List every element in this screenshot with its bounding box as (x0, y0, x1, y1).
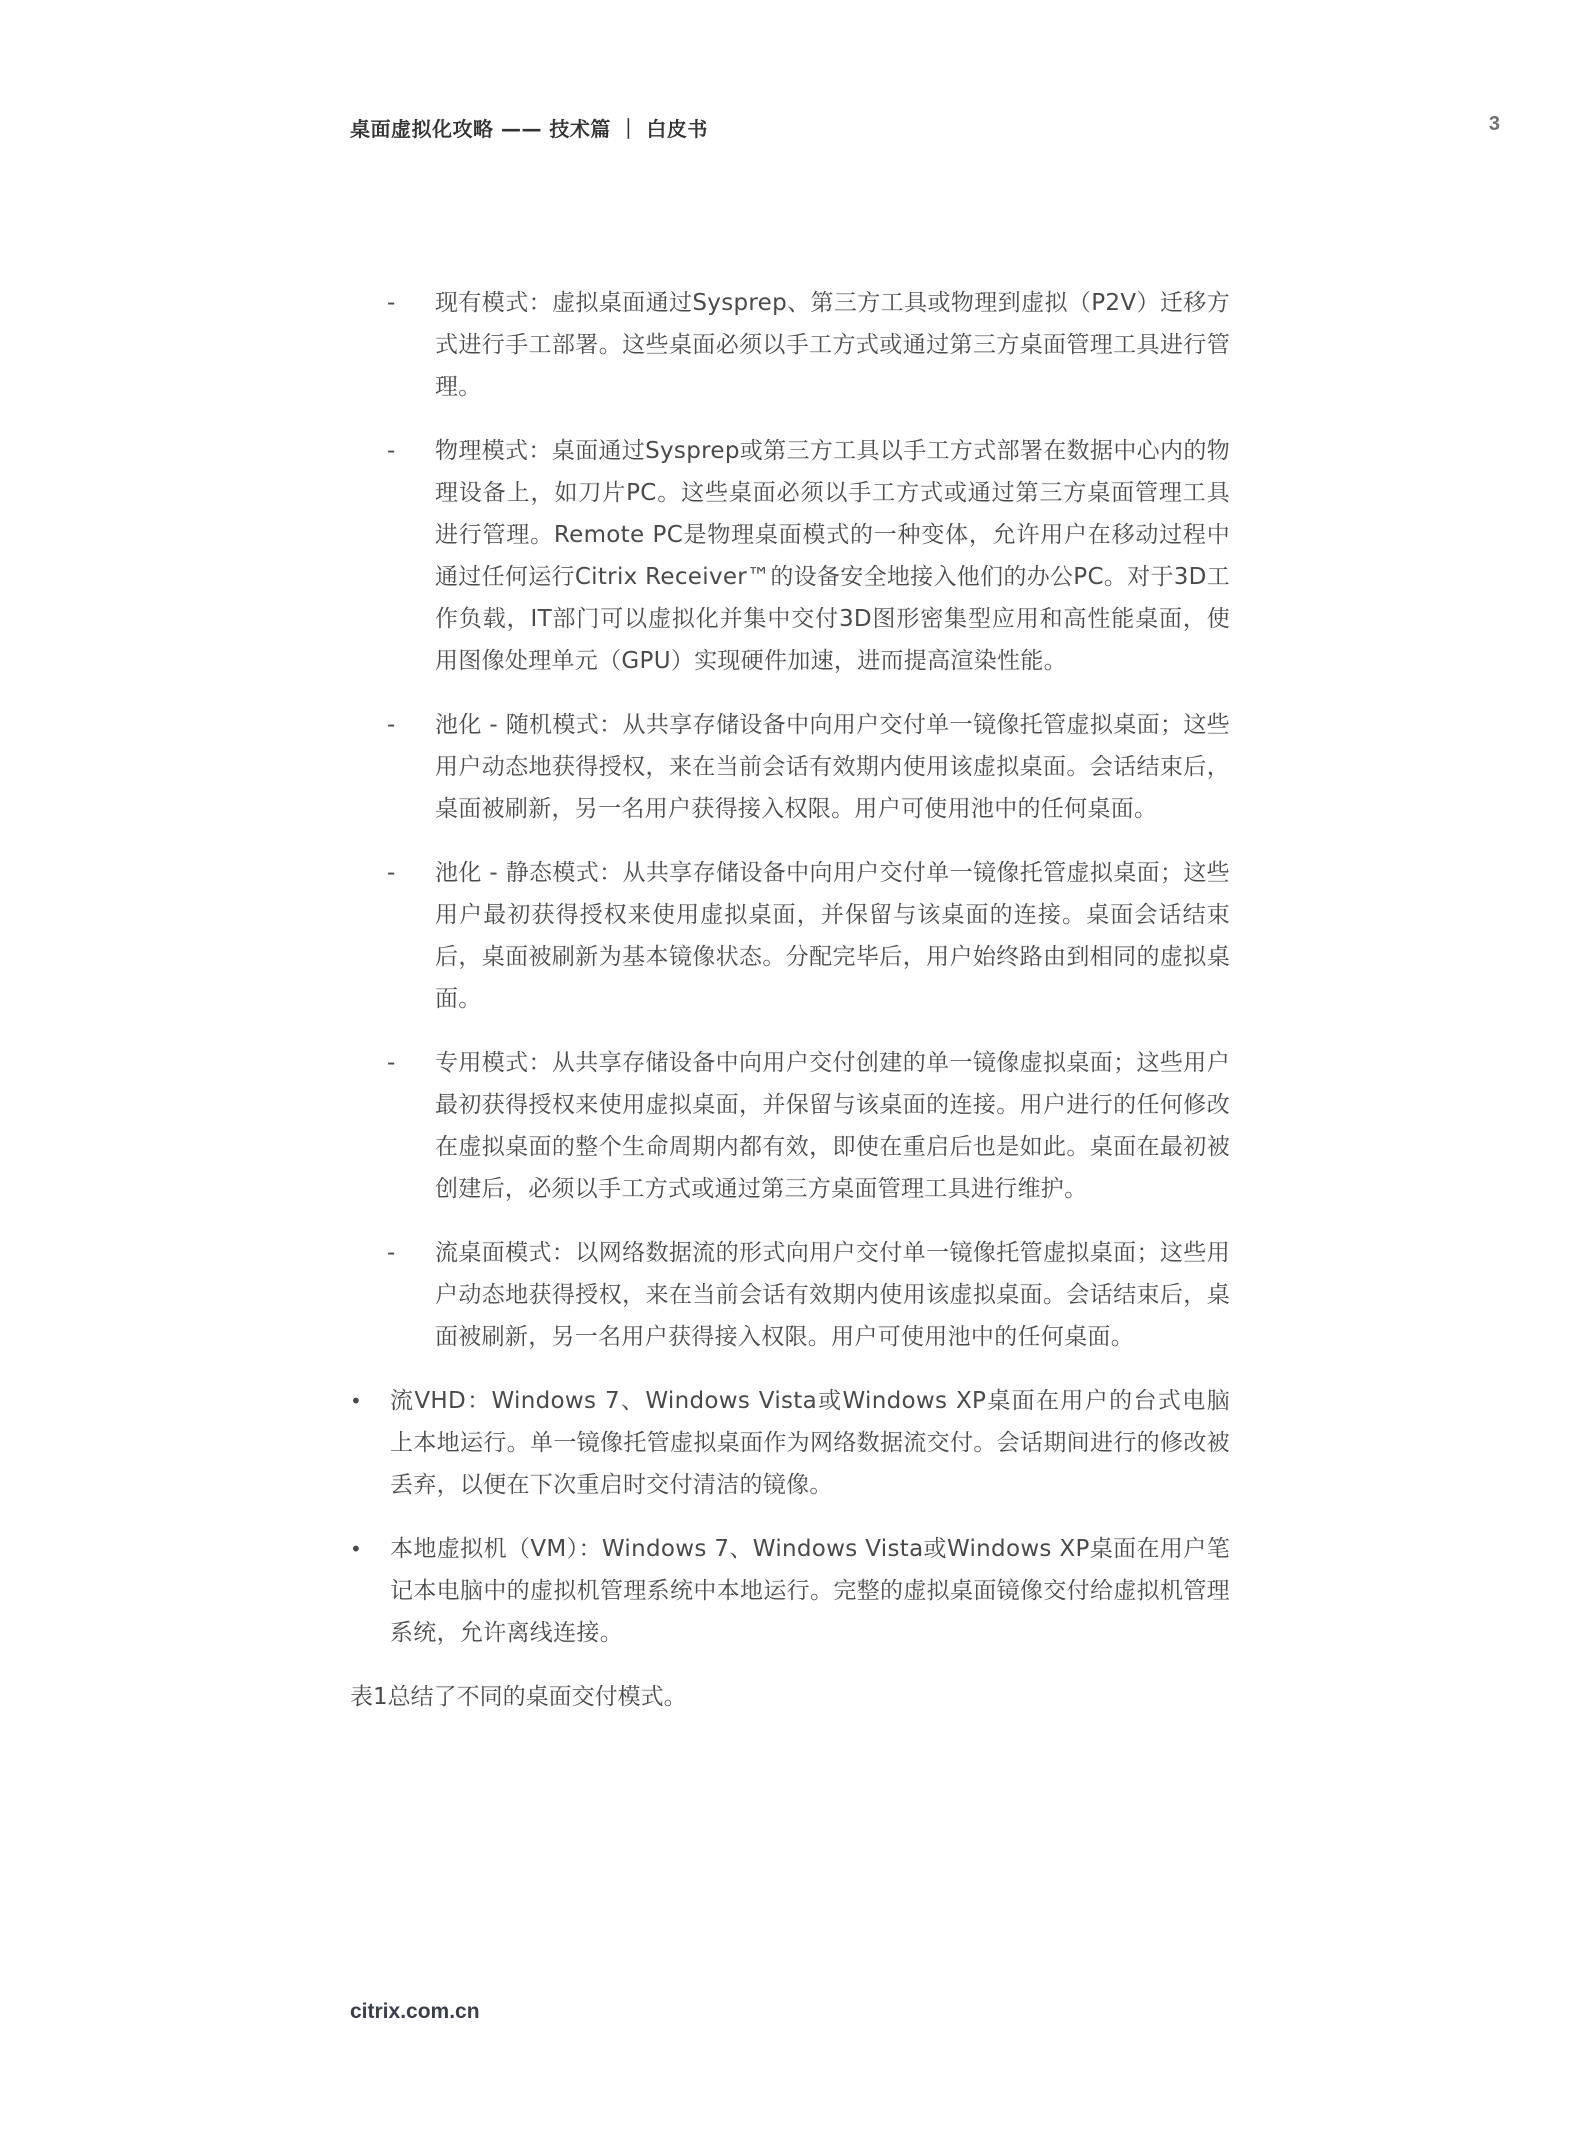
list-item-text: 现有模式：虚拟桌面通过Sysprep、第三方工具或物理到虚拟（P2V）迁移方式进行手工部署。这些桌面必须以手工方式或通过第三方桌面管理工具进行管理。 (435, 290, 1230, 400)
dash-bullet: - (387, 1240, 396, 1266)
dash-bullet: - (387, 712, 396, 738)
list-item-pooled-random-mode (350, 704, 1230, 830)
list-item-local-vm (350, 1528, 1230, 1654)
document-title: 桌面虚拟化攻略 —— 技术篇 ｜ 白皮书 (350, 117, 708, 141)
list-item-streamed-vhd (350, 1380, 1230, 1506)
summary-paragraph: 表1总结了不同的桌面交付模式。 (350, 1684, 687, 1710)
list-item-text: 流VHD：Windows 7、Windows Vista或Windows XP桌面在用户的台式电脑上本地运行。单一镜像托管虚拟桌面作为网络数据流交付。会话期间进行的修改被丢弃，以便在下次重启时交付清洁的镜像。 (390, 1388, 1230, 1498)
round-bullet: • (350, 1537, 362, 1561)
list-item-text: 专用模式：从共享存储设备中向用户交付创建的单一镜像虚拟桌面；这些用户最初获得授权来使用虚拟桌面，并保留与该桌面的连接。用户进行的任何修改在虚拟桌面的整个生命周期内都有效，即使在重启后也是如此。桌面在最初被创建后，必须以手工方式或通过第三方桌面管理工具进行维护。 (435, 1050, 1230, 1202)
list-item-pooled-static-mode (350, 852, 1230, 1020)
page-number: 3 (1488, 113, 1500, 135)
footer-website: citrix.com.cn (350, 2000, 480, 2023)
round-bullet: • (350, 1389, 362, 1413)
list-item-existing-mode (350, 282, 1230, 408)
dash-bullet: - (387, 1050, 396, 1076)
list-item-physical-mode (350, 430, 1230, 682)
dash-bullet: - (387, 438, 396, 464)
list-item-streamed-desktop-mode (350, 1232, 1230, 1358)
list-item-text: 本地虚拟机（VM）：Windows 7、Windows Vista或Windows XP桌面在用户笔记本电脑中的虚拟机管理系统中本地运行。完整的虚拟桌面镜像交付给虚拟机管理系统，允许离线连接。 (390, 1536, 1230, 1646)
page-header (350, 113, 1500, 145)
list-item-text: 池化 - 静态模式：从共享存储设备中向用户交付单一镜像托管虚拟桌面；这些用户最初获得授权来使用虚拟桌面，并保留与该桌面的连接。桌面会话结束后，桌面被刷新为基本镜像状态。分配完毕后，用户始终路由到相同的虚拟桌面。 (435, 860, 1230, 1012)
list-item-text: 池化 - 随机模式：从共享存储设备中向用户交付单一镜像托管虚拟桌面；这些用户动态地获得授权，来在当前会话有效期内使用该虚拟桌面。会话结束后，桌面被刷新，另一名用户获得接入权限。用户可使用池中的任何桌面。 (435, 712, 1230, 822)
main-content (350, 282, 1230, 1718)
list-item-dedicated-mode (350, 1042, 1230, 1210)
dash-bullet: - (387, 860, 396, 886)
list-item-text: 流桌面模式：以网络数据流的形式向用户交付单一镜像托管虚拟桌面；这些用户动态地获得授权，来在当前会话有效期内使用该虚拟桌面。会话结束后，桌面被刷新，另一名用户获得接入权限。用户可使用池中的任何桌面。 (435, 1240, 1230, 1350)
dash-bullet: - (387, 290, 396, 316)
list-item-text: 物理模式：桌面通过Sysprep或第三方工具以手工方式部署在数据中心内的物理设备上，如刀片PC。这些桌面必须以手工方式或通过第三方桌面管理工具进行管理。Remote PC是物理桌面模式的一种变体，允许用户在移动过程中通过任何运行Citrix Receiver™的设备安全地接入他们的办公PC。对于3D工作负载，IT部门可以虚拟化并集中交付3D图形密集型应用和高性能桌面，使用图像处理单元（GPU）实现硬件加速，进而提高渲染性能。 (435, 438, 1230, 674)
